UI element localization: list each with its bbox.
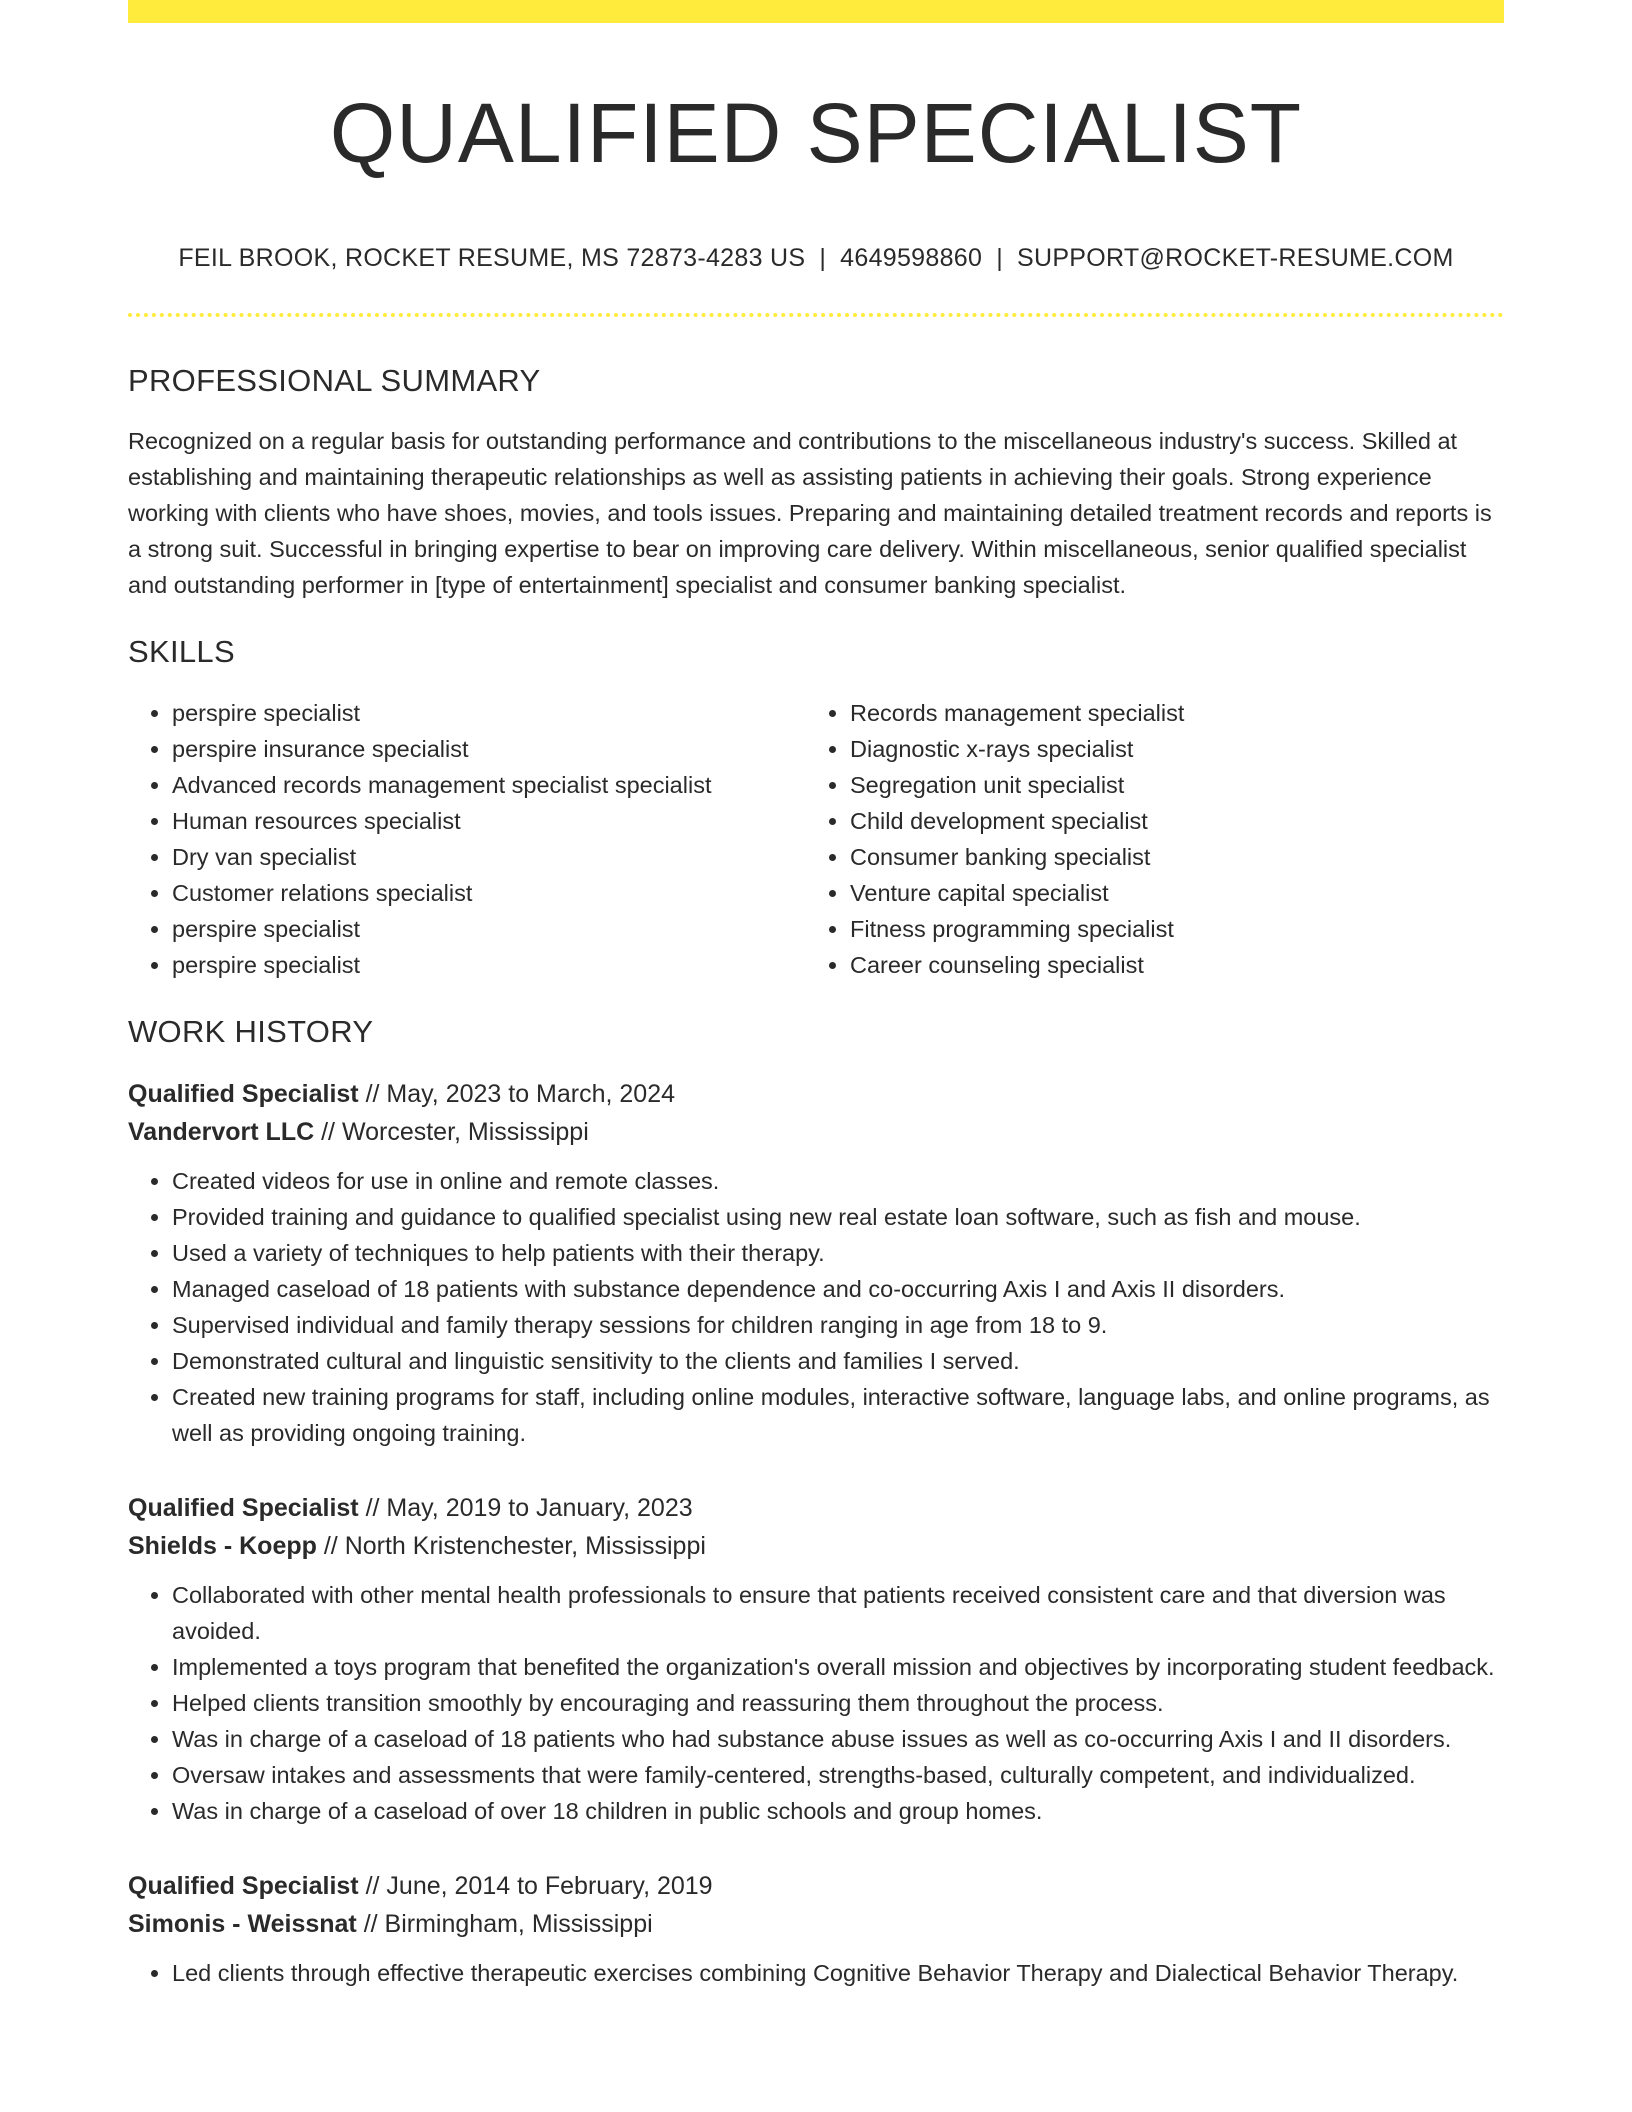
job-bullet: • Was in charge of a caseload of 18 patients who had substance abuse issues as well as co-occurring Axis I and II disorders. [172,1721,1504,1757]
job-dates: // June, 2014 to February, 2019 [358,1871,713,1900]
job-dates: // May, 2019 to January, 2023 [358,1493,693,1522]
resume-page [128,0,1504,1991]
skill-item: • Advanced records management specialist specialist [172,767,806,803]
job-company-line [128,1905,1504,1943]
contact-phone: 4649598860 [840,243,983,272]
skills-columns [128,695,1504,983]
job-bullet: • Created videos for use in online and remote classes. [172,1163,1504,1199]
skill-item: • perspire specialist [172,695,806,731]
job-bullets [128,1163,1504,1451]
skill-item: • Career counseling specialist [850,947,1504,983]
job-bullet: • Supervised individual and family therapy sessions for children ranging in age from 18 to 9. [172,1307,1504,1343]
job-company: Vandervort LLC [128,1117,315,1146]
candidate-name: QUALIFIED SPECIALIST [329,86,1303,180]
job-company-line [128,1527,1504,1565]
work-history-heading: WORK HISTORY [128,1013,374,1049]
skill-item: • Consumer banking specialist [850,839,1504,875]
contact-address: FEIL BROOK, ROCKET RESUME, MS 72873-4283 US [178,243,806,272]
job-dates: // May, 2023 to March, 2024 [358,1079,676,1108]
skill-item: • Diagnostic x-rays specialist [850,731,1504,767]
job-bullet: • Was in charge of a caseload of over 18 children in public schools and group homes. [172,1793,1504,1829]
job-role: Qualified Specialist [128,1493,359,1522]
job-bullet: • Helped clients transition smoothly by encouraging and reassuring them throughout the process. [172,1685,1504,1721]
skills-right-list [806,695,1504,983]
skill-item: • Segregation unit specialist [850,767,1504,803]
job-company: Simonis - Weissnat [128,1909,357,1938]
job-bullet: • Created new training programs for staff, including online modules, interactive software, language labs, and online programs, as well as providing ongoing training. [172,1379,1504,1451]
skills-heading: SKILLS [128,634,235,670]
skill-item: • perspire insurance specialist [172,731,806,767]
skill-item: • Fitness programming specialist [850,911,1504,947]
job-bullet: • Used a variety of techniques to help patients with their therapy. [172,1235,1504,1271]
skill-item: • Records management specialist [850,695,1504,731]
contact-email: SUPPORT@ROCKET-RESUME.COM [1017,243,1454,272]
job-bullet: • Collaborated with other mental health professionals to ensure that patients received consistent care and that diversion was avoided. [172,1577,1504,1649]
summary-text: Recognized on a regular basis for outstanding performance and contributions to the miscellaneous industry's success. Skilled at establishing and maintaining therapeutic relationships as well as assisting patients in achieving their goals. Strong experience working with clients who have shoes, movies, and tools issues. Preparing and maintaining detailed treatment records and reports is a strong suit. Successful in bringing expertise to bear on improving care delivery. Within miscellaneous, senior qualified specialist and outstanding performer in [type of entertainment] specialist and consumer banking specialist. [128,428,1492,599]
job-entry [128,1489,1504,1829]
job-role-line [128,1075,1504,1113]
skill-item: • Venture capital specialist [850,875,1504,911]
job-bullet: • Led clients through effective therapeutic exercises combining Cognitive Behavior Therapy and Dialectical Behavior Therapy. [172,1955,1504,1991]
job-bullet: • Provided training and guidance to qualified specialist using new real estate loan software, such as fish and mouse. [172,1199,1504,1235]
skill-item: • Customer relations specialist [172,875,806,911]
job-role-line [128,1489,1504,1527]
job-bullets [128,1577,1504,1829]
job-location: // Worcester, Mississippi [314,1117,589,1146]
summary-heading: PROFESSIONAL SUMMARY [128,363,541,399]
job-role: Qualified Specialist [128,1079,359,1108]
skill-item: • Human resources specialist [172,803,806,839]
contact-line [128,242,1504,275]
header-divider [128,313,1504,317]
job-bullet: • Managed caseload of 18 patients with substance dependence and co-occurring Axis I and Axis II disorders. [172,1271,1504,1307]
job-entry [128,1075,1504,1451]
job-location: // North Kristenchester, Mississippi [316,1531,706,1560]
job-company-line [128,1113,1504,1151]
job-bullets [128,1955,1504,1991]
job-bullet: • Implemented a toys program that benefited the organization's overall mission and objectives by incorporating student feedback. [172,1649,1504,1685]
job-entry [128,1867,1504,1991]
skill-item: • perspire specialist [172,947,806,983]
skills-left-list [128,695,806,983]
contact-separator: | [819,243,827,272]
top-accent-bar [128,0,1504,23]
job-role-line [128,1867,1504,1905]
job-role: Qualified Specialist [128,1871,359,1900]
contact-separator: | [996,243,1003,272]
skill-item: • Dry van specialist [172,839,806,875]
job-bullet: • Oversaw intakes and assessments that were family-centered, strengths-based, culturally competent, and individualized. [172,1757,1504,1793]
job-bullet: • Demonstrated cultural and linguistic sensitivity to the clients and families I served. [172,1343,1504,1379]
skill-item: • perspire specialist [172,911,806,947]
job-location: // Birmingham, Mississippi [356,1909,653,1938]
skill-item: • Child development specialist [850,803,1504,839]
job-company: Shields - Koepp [128,1531,317,1560]
